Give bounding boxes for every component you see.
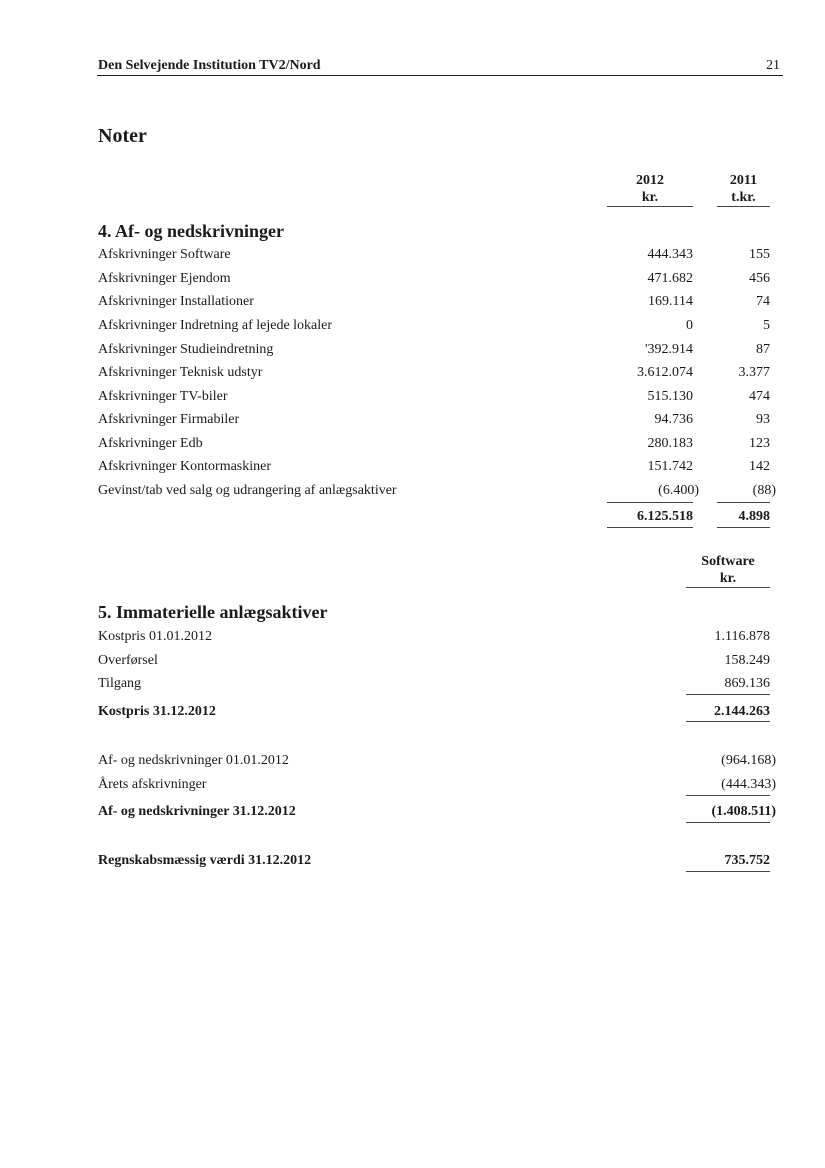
value-2012: '392.914 (644, 342, 693, 357)
column-header-2012 (607, 172, 693, 206)
value-2011: 74 (756, 294, 770, 309)
row-label: Af- og nedskrivninger 31.12.2012 (98, 804, 296, 819)
value-2012: 471.682 (647, 271, 693, 286)
row-label: Tilgang (98, 676, 142, 691)
row-label: Af- og nedskrivninger 01.01.2012 (98, 753, 289, 768)
header-rule (97, 75, 783, 76)
column-header-2011 (717, 172, 770, 206)
row-label: Afskrivninger Firmabiler (98, 412, 240, 427)
row-label: Overførsel (98, 653, 158, 668)
column-underline (607, 206, 693, 207)
value-2012: 3.612.074 (637, 365, 693, 380)
value-2011: (88) (752, 483, 776, 498)
total-2011: 4.898 (738, 509, 770, 524)
row-label: Afskrivninger Indretning af lejede lokaler (98, 318, 333, 333)
row-value: (444.343) (721, 777, 776, 792)
value-2012: 515.130 (647, 389, 693, 404)
row-label: Årets afskrivninger (98, 777, 207, 792)
value-2011: 5 (763, 318, 770, 333)
document-header-title: Den Selvejende Institution TV2/Nord (98, 58, 321, 73)
value-2011: 155 (749, 247, 770, 262)
value-2012: 169.114 (648, 294, 693, 309)
column-underline (686, 587, 770, 588)
value-2011: 456 (749, 271, 770, 286)
value-2012: 94.736 (654, 412, 693, 427)
value-2011: 142 (749, 459, 770, 474)
row-value: 1.116.878 (714, 629, 770, 644)
row-label: Afskrivninger Teknisk udstyr (98, 365, 263, 380)
total-rule (607, 527, 693, 528)
row-label: Afskrivninger Software (98, 247, 231, 262)
value-2012: (6.400) (658, 483, 699, 498)
total-rule (686, 721, 770, 722)
subtotal-rule (686, 795, 770, 796)
row-label: Afskrivninger Edb (98, 436, 203, 451)
row-value: 158.249 (724, 653, 770, 668)
row-label: Afskrivninger Studieindretning (98, 342, 274, 357)
page-number: 21 (766, 58, 780, 73)
column-year: 2012 (636, 173, 664, 188)
row-label: Afskrivninger Kontormaskiner (98, 459, 272, 474)
row-value: (964.168) (721, 753, 776, 768)
total-rule (717, 527, 770, 528)
value-2011: 474 (749, 389, 770, 404)
page-title: Noter (98, 125, 147, 147)
total-rule (686, 822, 770, 823)
total-2012: 6.125.518 (637, 509, 693, 524)
subtotal-rule (717, 502, 770, 503)
row-value: 869.136 (724, 676, 770, 691)
row-value: 735.752 (724, 853, 770, 868)
row-value: (1.408.511) (711, 804, 776, 819)
value-2011: 93 (756, 412, 770, 427)
value-2012: 0 (686, 318, 693, 333)
column-unit: kr. (719, 571, 737, 586)
column-unit: kr. (641, 190, 659, 205)
row-label: Afskrivninger Installationer (98, 294, 254, 309)
column-year: 2011 (729, 173, 758, 188)
value-2012: 444.343 (647, 247, 693, 262)
row-label: Regnskabsmæssig værdi 31.12.2012 (98, 853, 312, 868)
row-label: Kostpris 01.01.2012 (98, 629, 212, 644)
row-label: Gevinst/tab ved salg og udrangering af anlægsaktiver (98, 483, 397, 498)
column-header-software (686, 553, 770, 587)
value-2011: 87 (756, 342, 770, 357)
row-label: Kostpris 31.12.2012 (98, 704, 216, 719)
subtotal-rule (686, 694, 770, 695)
row-value: 2.144.263 (714, 704, 770, 719)
row-label: Afskrivninger TV-biler (98, 389, 228, 404)
value-2012: 280.183 (647, 436, 693, 451)
row-label: Afskrivninger Ejendom (98, 271, 231, 286)
value-2012: 151.742 (647, 459, 693, 474)
value-2011: 123 (749, 436, 770, 451)
column-underline (717, 206, 770, 207)
total-rule (686, 871, 770, 872)
column-unit: t.kr. (731, 190, 756, 205)
subtotal-rule (607, 502, 693, 503)
column-name: Software (701, 554, 755, 569)
note-5-title: 5. Immaterielle anlægsaktiver (98, 602, 328, 622)
value-2011: 3.377 (738, 365, 770, 380)
note-4-title: 4. Af- og nedskrivninger (98, 221, 285, 241)
